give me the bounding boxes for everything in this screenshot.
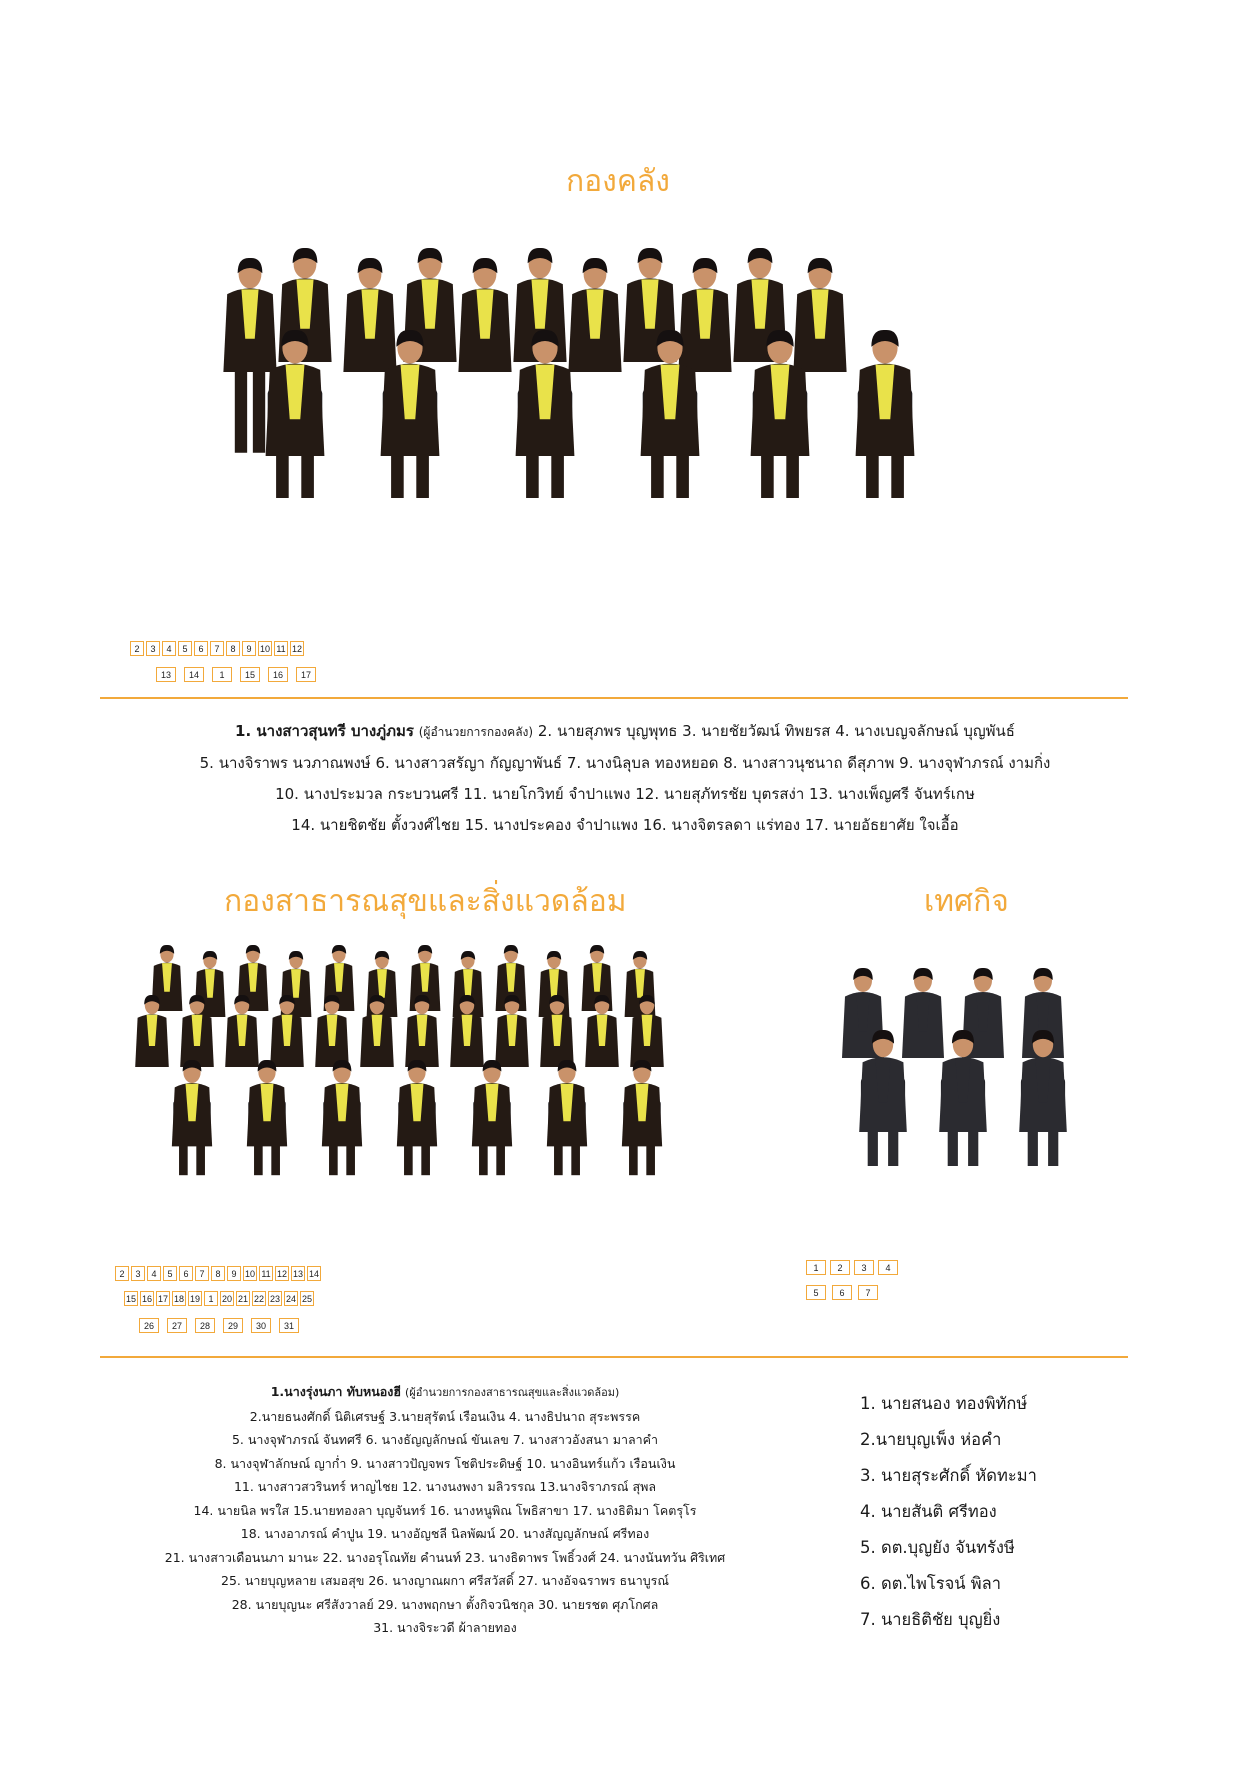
leg xyxy=(416,451,429,498)
leg xyxy=(196,1143,205,1175)
position-number: 18 xyxy=(172,1291,186,1306)
leg xyxy=(676,451,689,498)
leg xyxy=(968,1128,978,1166)
position-number: 21 xyxy=(236,1291,250,1306)
municipal-photo-canvas xyxy=(818,960,1108,1230)
health-line: 14. นายนิล พรใส 15.นายทองลา บุญจันทร์ 16. นางหนูพิณ โพธิสาขา 17. นางธิติมา โคตรุโร xyxy=(193,1502,697,1518)
position-number: 28 xyxy=(195,1318,215,1333)
leg xyxy=(888,1128,898,1166)
position-number: 12 xyxy=(290,641,304,656)
leg xyxy=(891,451,904,498)
health-line: 18. นางอาภรณ์ คำปูน 19. นางอัญชลี นิลพัฒน์ 20. นางสัญญลักษณ์ ศรีทอง xyxy=(240,1526,650,1541)
finance-divider xyxy=(100,697,1128,699)
leg xyxy=(761,451,774,498)
position-number: 11 xyxy=(259,1266,273,1281)
position-number: 8 xyxy=(226,641,240,656)
position-number: 14 xyxy=(307,1266,321,1281)
position-number: 31 xyxy=(279,1318,299,1333)
health-lead-name: 1.นางรุ่งนภา ทับหนองฮี xyxy=(270,1384,401,1399)
leg xyxy=(329,1143,338,1175)
finance-group-photo xyxy=(195,240,1040,610)
health-group-photo xyxy=(122,940,718,1240)
position-number: 26 xyxy=(139,1318,159,1333)
position-number: 6 xyxy=(832,1285,852,1300)
finance-line-4: 14. นายชิตชัย ตั้งวงศ์ไชย 15. นางประคอง จำปาแพง 16. นางจิตรลดา แร่ทอง 17. นายอัธยาศัย ใจเอื้อ xyxy=(291,816,959,834)
health-line: 11. นางสาวสวรินทร์ หาญไชย 12. นางนงพงา มลิวรรณ 13.นางจิราภรณ์ สุพล xyxy=(233,1479,657,1494)
finance-title: กองคลัง xyxy=(566,164,670,199)
health-member-list xyxy=(95,1380,795,1640)
leg xyxy=(179,1143,188,1175)
municipal-number-row-2 xyxy=(806,1285,878,1300)
position-number: 14 xyxy=(184,667,204,682)
health-number-row-2 xyxy=(124,1291,314,1306)
position-number: 5 xyxy=(178,641,192,656)
leg xyxy=(346,1143,355,1175)
health-line: 2.นายธนงศักดิ์ นิติเศรษฐ์ 3.นายสุรัตน์ เรือนเงิน 4. นางธิปนาถ สุระพรรค xyxy=(249,1408,641,1424)
municipal-group-photo xyxy=(818,960,1108,1230)
position-number: 15 xyxy=(240,667,260,682)
leg xyxy=(253,363,265,453)
finance-number-row-2 xyxy=(156,667,316,682)
position-number: 13 xyxy=(156,667,176,682)
position-number: 19 xyxy=(188,1291,202,1306)
position-number: 2 xyxy=(130,641,144,656)
position-number: 3 xyxy=(146,641,160,656)
health-line: 5. นางจุฬาภรณ์ จันทศรี 6. นางธัญญลักษณ์ ขันเลข 7. นางสาวอังสนา มาลาคำ xyxy=(231,1432,659,1447)
leg xyxy=(526,451,539,498)
position-number: 3 xyxy=(854,1260,874,1275)
position-number: 7 xyxy=(195,1266,209,1281)
finance-line-1 xyxy=(100,716,1150,748)
leg xyxy=(868,1128,878,1166)
municipal-line: 2.นายบุญเพ็ง ห่อคำ xyxy=(860,1430,1002,1449)
position-number: 15 xyxy=(124,1291,138,1306)
health-title: กองสาธารณสุขและสิ่งแวดล้อม xyxy=(224,884,627,919)
health-line: 28. นายบุญนะ ศรีสังวาลย์ 29. นางพฤกษา ตั้งกิจวนิชกุล 30. นายรชต ศุภโกศล xyxy=(231,1596,659,1612)
leg xyxy=(651,451,664,498)
leg xyxy=(1048,1128,1058,1166)
position-number: 4 xyxy=(162,641,176,656)
municipal-line: 4. นายสันติ ศรีทอง xyxy=(860,1502,997,1521)
leg xyxy=(1028,1128,1038,1166)
municipal-number-row-1 xyxy=(806,1260,898,1275)
position-number: 7 xyxy=(210,641,224,656)
position-number: 10 xyxy=(243,1266,257,1281)
leg xyxy=(301,451,314,498)
leg xyxy=(629,1143,638,1175)
position-number: 22 xyxy=(252,1291,266,1306)
leg xyxy=(571,1143,580,1175)
municipal-line: 3. นายสุระศักดิ์ หัดทะมา xyxy=(860,1466,1037,1485)
health-lead-line xyxy=(95,1380,795,1405)
leg xyxy=(235,363,247,453)
position-number: 11 xyxy=(274,641,288,656)
position-number: 9 xyxy=(242,641,256,656)
position-number: 17 xyxy=(296,667,316,682)
position-number: 6 xyxy=(179,1266,193,1281)
position-number: 27 xyxy=(167,1318,187,1333)
leg xyxy=(254,1143,263,1175)
position-number: 12 xyxy=(275,1266,289,1281)
position-number: 13 xyxy=(291,1266,305,1281)
leg xyxy=(948,1128,958,1166)
leg xyxy=(646,1143,655,1175)
leg xyxy=(421,1143,430,1175)
position-number: 25 xyxy=(300,1291,314,1306)
health-line: 31. นางจิระวดี ผ้าลายทอง xyxy=(373,1620,517,1635)
position-number: 17 xyxy=(156,1291,170,1306)
position-number: 29 xyxy=(223,1318,243,1333)
position-number: 16 xyxy=(268,667,288,682)
leg xyxy=(554,1143,563,1175)
finance-lead-role: (ผู้อำนวยการกองคลัง) xyxy=(418,725,534,739)
municipal-member-list xyxy=(860,1386,1037,1638)
position-number: 6 xyxy=(194,641,208,656)
bottom-divider xyxy=(100,1356,1128,1358)
leg xyxy=(496,1143,505,1175)
health-photo-canvas xyxy=(122,940,718,1240)
position-number: 2 xyxy=(830,1260,850,1275)
health-line: 8. นางจุฬาลักษณ์ ญาก่ำ 9. นางสาวปัญจพร โชติประดิษฐ์ 10. นางอินทร์แก้ว เรือนเงิน xyxy=(214,1455,676,1471)
position-number: 23 xyxy=(268,1291,282,1306)
position-number: 5 xyxy=(806,1285,826,1300)
finance-line-3: 10. นางประมวล กระบวนศรี 11. นายโกวิทย์ จำปาแพง 12. นายสุภัทรชัย บุตรสง่า 13. นางเพ็ญศรี จันทร์เกษ xyxy=(275,785,975,803)
health-number-row-3 xyxy=(139,1318,299,1333)
municipal-line: 7. นายธิติชัย บุญยิ่ง xyxy=(860,1610,1001,1629)
position-number: 24 xyxy=(284,1291,298,1306)
municipal-title: เทศกิจ xyxy=(924,884,1009,919)
municipal-line: 6. ดต.ไพโรจน์ พิลา xyxy=(860,1574,1002,1593)
position-number: 10 xyxy=(258,641,272,656)
position-number: 3 xyxy=(131,1266,145,1281)
health-line: 21. นางสาวเดือนนภา มานะ 22. นางอรุโณทัย คำนนท์ 23. นางธิดาพร โพธิ์วงศ์ 24. นางนันทวัน ศิริเทศ xyxy=(164,1549,726,1565)
finance-line-2: 5. นางจิราพร นวภาณพงษ์ 6. นางสาวสรัญา กัญญาพันธ์ 7. นางนิลุบล ทองหยอด 8. นางสาวนุชนาถ ดีสุภาพ 9. นางจุฬาภรณ์ งามกิ่ง xyxy=(199,754,1051,772)
position-number: 9 xyxy=(227,1266,241,1281)
position-number: 1 xyxy=(212,667,232,682)
position-number: 1 xyxy=(204,1291,218,1306)
position-number: 4 xyxy=(878,1260,898,1275)
leg xyxy=(404,1143,413,1175)
finance-lead-name: 1. นางสาวสุนทรี บางภู่ภมร xyxy=(235,722,414,740)
position-number: 5 xyxy=(163,1266,177,1281)
position-number: 30 xyxy=(251,1318,271,1333)
finance-photo-canvas xyxy=(195,240,1040,610)
finance-member-list xyxy=(100,716,1150,841)
position-number: 1 xyxy=(806,1260,826,1275)
position-number: 20 xyxy=(220,1291,234,1306)
municipal-line: 1. นายสนอง ทองพิทักษ์ xyxy=(860,1394,1028,1413)
position-number: 4 xyxy=(147,1266,161,1281)
health-number-row-1 xyxy=(115,1266,321,1281)
health-line: 25. นายบุญหลาย เสมอสุข 26. นางญาณผกา ศรีสวัสดิ์ 27. นางอัจฉราพร ธนาบูรณ์ xyxy=(221,1573,669,1588)
leg xyxy=(391,451,404,498)
leg xyxy=(271,1143,280,1175)
position-number: 2 xyxy=(115,1266,129,1281)
leg xyxy=(479,1143,488,1175)
leg xyxy=(786,451,799,498)
finance-line-1-rest: 2. นายสุภพร บุญพุทธ 3. นายชัยวัฒน์ ทิพยรส 4. นางเบญจลักษณ์ บุญพันธ์ xyxy=(533,722,1015,740)
health-lead-role: (ผู้อำนวยการกองสาธารณสุขและสิ่งแวดล้อม) xyxy=(404,1386,620,1399)
leg xyxy=(551,451,564,498)
finance-number-row-1 xyxy=(130,641,304,656)
leg xyxy=(276,451,289,498)
leg xyxy=(866,451,879,498)
position-number: 8 xyxy=(211,1266,225,1281)
municipal-line: 5. ดต.บุญยัง จันทรังษี xyxy=(860,1538,1015,1557)
position-number: 7 xyxy=(858,1285,878,1300)
position-number: 16 xyxy=(140,1291,154,1306)
